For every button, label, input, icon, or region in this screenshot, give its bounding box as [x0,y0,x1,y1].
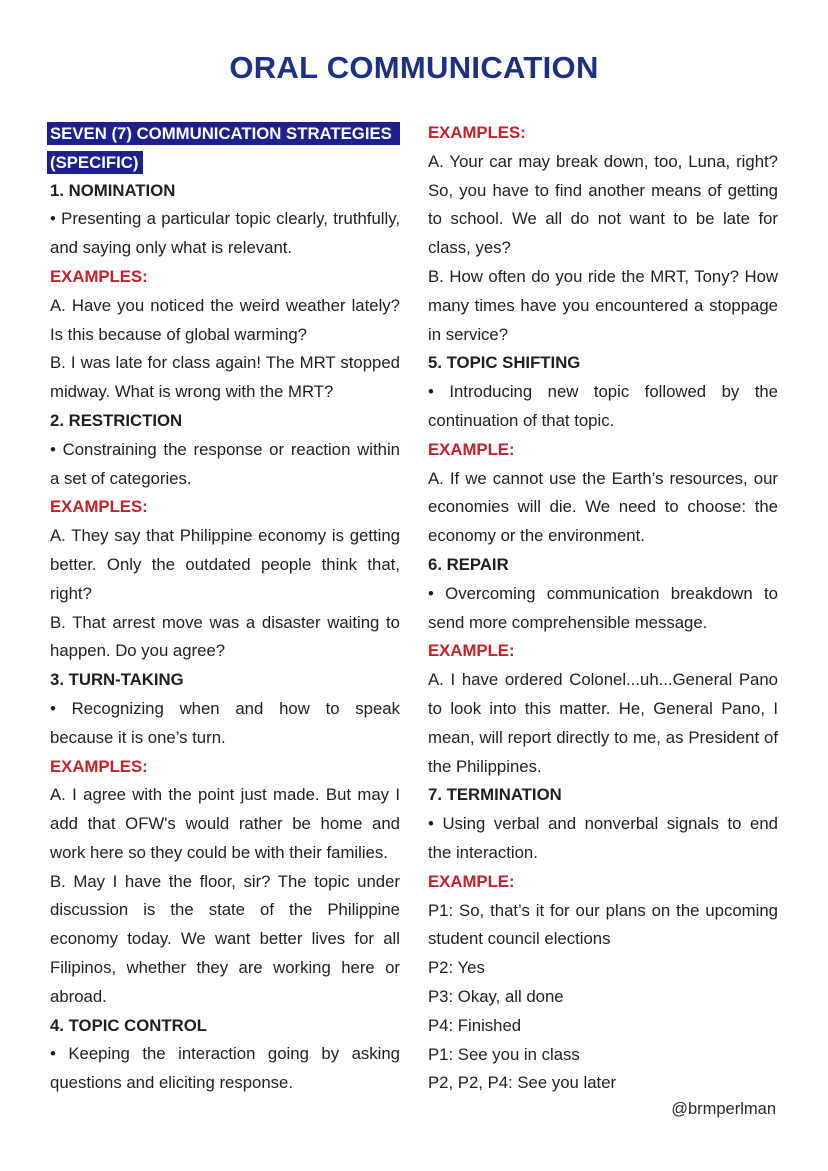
strategy-heading: 3. TURN-TAKING [50,670,184,690]
body-paragraph: A. I have ordered Colonel...uh...General Pano to look into this matter. He, General Pano, I mean, will report directly to me, as President of the Philippines. [428,670,778,776]
strategy-heading: 1. NOMINATION [50,180,176,200]
examples-label: EXAMPLES: [428,123,526,142]
body-paragraph: A. Have you noticed the weird weather lately? Is this because of global warming? [50,295,400,344]
body-paragraph: B. How often do you ride the MRT, Tony? How many times have you encountered a stoppage in service? [428,266,778,344]
two-column-layout [50,119,778,1098]
body-paragraph: • Recognizing when and how to speak because it is one’s turn. [50,698,400,747]
strategy-heading: 6. REPAIR [428,554,509,574]
body-paragraph: A. I agree with the point just made. But may I add that OFW's would rather be home and work here so they could be with their families. [50,785,400,862]
main-section-header-line: (SPECIFIC) [47,151,143,174]
strategy-heading: 7. TERMINATION [428,785,562,805]
strategy-heading: 4. TOPIC CONTROL [50,1015,207,1035]
examples-label: EXAMPLE: [428,641,515,661]
body-paragraph: B. I was late for class again! The MRT stopped midway. What is wrong with the MRT? [50,353,400,402]
body-paragraph: B. May I have the floor, sir? The topic under discussion is the state of the Philippine economy today. We want better lives for all Filipinos, whether they are working here or abroad. [50,871,400,1006]
page-title: ORAL COMMUNICATION [229,50,599,85]
left-column [50,119,400,1098]
body-paragraph: A. Your car may break down, too, Luna, right? So, you have to find another means of getting to school. We all do not want to be late for class, yes? [428,151,778,258]
body-paragraph: P4: Finished [428,1015,522,1035]
examples-label: EXAMPLE: [428,871,515,891]
body-paragraph: • Keeping the interaction going by asking questions and eliciting response. [50,1044,400,1093]
body-paragraph: • Presenting a particular topic clearly, truthfully, and saying only what is relevant. [50,209,400,258]
examples-label: EXAMPLE: [428,439,515,459]
right-column [428,119,778,1098]
body-paragraph: P3: Okay, all done [428,986,564,1006]
body-paragraph: • Introducing new topic followed by the continuation of that topic. [428,382,778,430]
strategy-heading: 2. RESTRICTION [50,410,183,430]
main-section-header [50,119,400,177]
body-paragraph: P2: Yes [428,958,485,978]
body-paragraph: P1: So, that’s it for our plans on the upcoming student council elections [428,900,778,949]
examples-label: EXAMPLES: [50,266,148,286]
body-paragraph: • Using verbal and nonverbal signals to end the interaction. [428,814,778,862]
body-paragraph: B. That arrest move was a disaster waiting to happen. Do you agree? [50,612,400,661]
main-section-header-line: SEVEN (7) COMMUNICATION STRATEGIES [47,122,400,145]
examples-label: EXAMPLES: [50,756,148,776]
body-paragraph: A. If we cannot use the Earth’s resources, our economies will die. We need to choose: the economy or the environment. [428,468,778,546]
strategy-heading: 5. TOPIC SHIFTING [428,353,581,373]
author-credit: @brmperlman [671,1100,776,1118]
body-paragraph: P2, P2, P4: See you later [428,1073,617,1093]
body-paragraph: A. They say that Philippine economy is getting better. Only the outdated people think that, right? [50,526,400,603]
body-paragraph: • Overcoming communication breakdown to send more comprehensible message. [428,583,778,632]
body-paragraph: P1: See you in class [428,1044,580,1064]
body-paragraph: • Constraining the response or reaction within a set of categories. [50,439,400,488]
examples-label: EXAMPLES: [50,497,148,517]
